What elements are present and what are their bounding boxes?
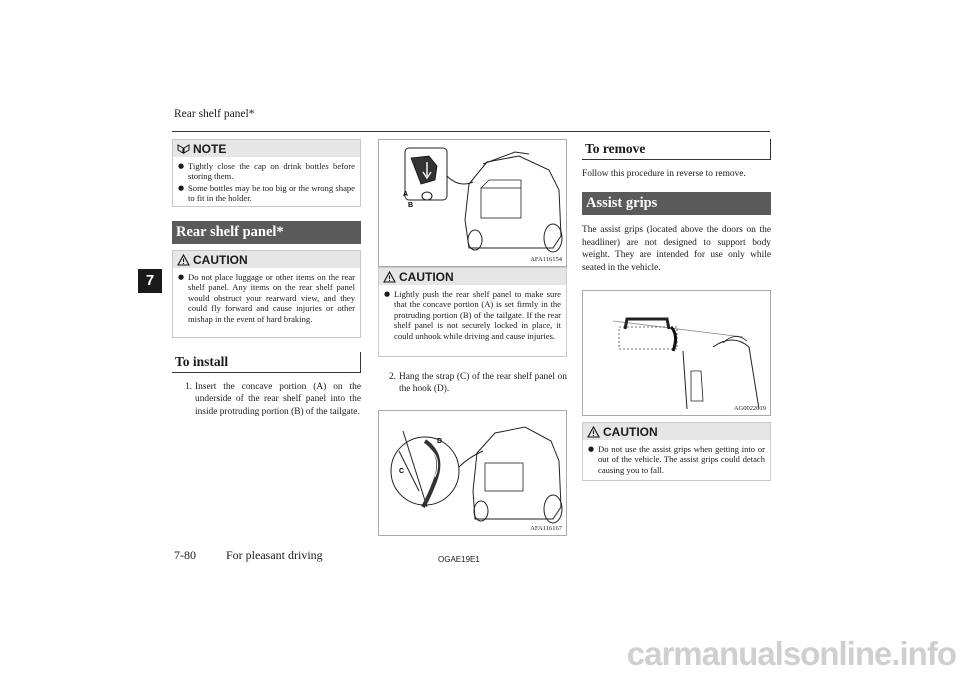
chapter-name: For pleasant driving xyxy=(226,548,323,562)
label-a: A xyxy=(403,191,409,198)
caution-label: CAUTION xyxy=(603,424,658,439)
note-icon xyxy=(177,143,190,154)
list-item: ● Tightly close the cap on drink bottles before storing them. xyxy=(178,161,355,182)
label-d: D xyxy=(437,437,443,445)
install-step-1: 1. Insert the concave portion (A) on the underside of the rear shelf panel into the inside protruding portion (B) of the tailgate. xyxy=(184,382,361,417)
warning-icon xyxy=(587,426,600,438)
caution-box-2 xyxy=(378,267,567,357)
note-body xyxy=(173,157,360,210)
document-code: OGAE19E1 xyxy=(438,555,480,564)
caution-body xyxy=(583,440,770,481)
bullet-icon: ● xyxy=(384,290,391,298)
figure-code: AFA116167 xyxy=(530,524,562,532)
install-step-2: 2. Hang the strap (C) of the rear shelf panel on the hook (D). xyxy=(388,372,567,395)
caution-body xyxy=(173,268,360,330)
bullet-icon: ● xyxy=(588,445,595,454)
header-title: Rear shelf panel* xyxy=(174,108,255,120)
caution-label: CAUTION xyxy=(193,252,248,267)
list-item: ● Do not place luggage or other items on the rear shelf panel. Any items on the rear shelf panel would obstruct your rearward view, and they could fly forward and cause injuries or other mishap in the event of hard braking. xyxy=(178,272,355,324)
column-right xyxy=(582,139,771,481)
site-watermark: carmanualsonline.info xyxy=(626,635,956,672)
warning-icon xyxy=(383,271,396,283)
warning-icon xyxy=(177,254,190,266)
figure-code: AG0022019 xyxy=(733,405,766,413)
column-left xyxy=(172,139,361,418)
list-item: ● Do not use the assist grips when getting into or out of the vehicle. The assist grips could detach causing you to fall. xyxy=(588,444,765,475)
header-rule xyxy=(172,131,770,132)
subsection-title-install: To install xyxy=(172,352,361,373)
bullet-icon: ● xyxy=(178,273,185,281)
section-title-assist-grips: Assist grips xyxy=(582,192,771,215)
chapter-tab: 7 xyxy=(138,269,162,293)
bullet-icon: ● xyxy=(178,183,185,192)
list-item: ● Lightly push the rear shelf panel to make sure that the concave portion (A) is set firmly in the protruding portion (B) of the tailgate. If the rear shelf panel is not securely locked in place, it could unhook while driving and cause injuries. xyxy=(384,289,561,341)
assist-grips-text: The assist grips (located above the doors on the headliner) are not designed to support body weight. They are intended for use only while seated in the vehicle. xyxy=(582,225,771,273)
caution-body xyxy=(379,285,566,347)
remove-text: Follow this procedure in reverse to remove. xyxy=(582,169,746,179)
figure-strap-hook xyxy=(378,410,567,536)
car-rear-illustration xyxy=(379,140,567,266)
caution-header xyxy=(583,423,770,440)
caution-box-1 xyxy=(172,250,361,338)
section-title-rear-shelf: Rear shelf panel* xyxy=(172,221,361,244)
bullet-icon: ● xyxy=(178,162,185,170)
caution-header xyxy=(173,251,360,268)
label-b: B xyxy=(408,202,414,209)
figure-install-hook xyxy=(378,139,567,267)
figure-assist-grip xyxy=(582,290,771,416)
figure-code: AFA116154 xyxy=(530,256,562,263)
page-number: 7-80 xyxy=(174,548,196,562)
note-label: NOTE xyxy=(193,141,227,156)
list-item: ● Some bottles may be too big or the wrong shape to fit in the holder. xyxy=(178,182,355,204)
caution-header xyxy=(379,268,566,285)
caution-box-3 xyxy=(582,422,771,481)
car-rear-strap-illustration xyxy=(379,411,567,535)
label-c: C xyxy=(399,467,405,475)
assist-grip-illustration xyxy=(583,291,771,415)
subsection-title-remove: To remove xyxy=(582,139,771,160)
note-box xyxy=(172,139,361,207)
caution-label: CAUTION xyxy=(399,269,454,284)
column-middle xyxy=(378,139,567,536)
note-header xyxy=(173,140,360,157)
